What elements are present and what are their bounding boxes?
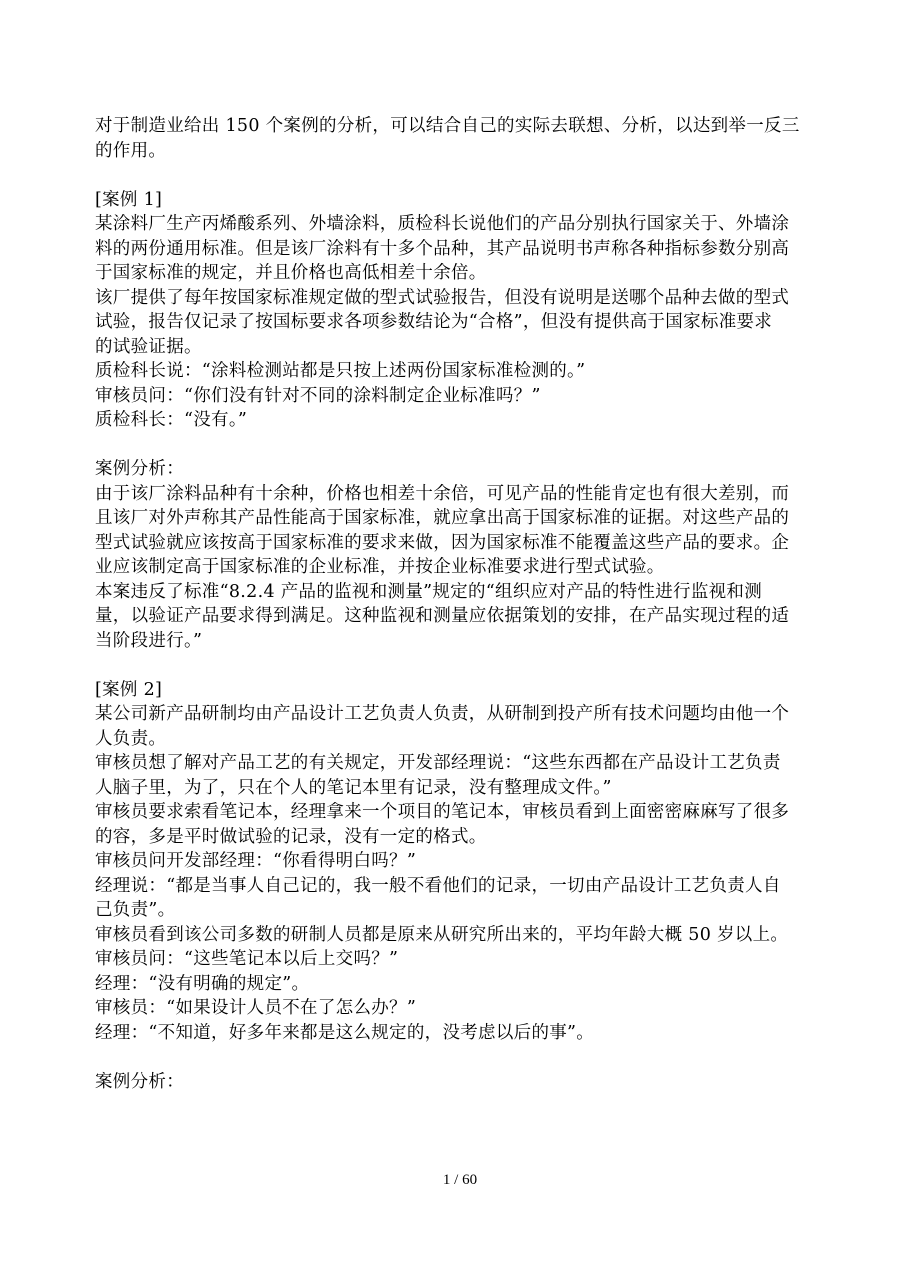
- case-2-heading: [案例 2]: [95, 679, 163, 700]
- document-body: [95, 114, 875, 1094]
- case-1-line: 料的两份通用标准。但是该厂涂料有十多个品种，其产品说明书声称各种指标参数分别高: [95, 238, 790, 259]
- paragraph-gap: [95, 1045, 875, 1070]
- case-2-line: 审核员问开发部经理：“你看得明白吗？”: [95, 851, 417, 871]
- case-2-line: 审核员：“如果设计人员不在了怎么办？”: [95, 998, 417, 1018]
- case-2-line: 某公司新产品研制均由产品设计工艺负责人负责，从研制到投产所有技术问题均由他一个: [95, 704, 790, 724]
- case-2-line: 人负责。: [95, 728, 167, 749]
- paragraph-gap: [95, 163, 875, 188]
- case-1-analysis-line: 型式试验就应该按高于国家标准的要求来做，因为国家标准不能覆盖这些产品的要求。企: [95, 532, 790, 553]
- case-2-line: 经理说：“都是当事人自己记的，我一般不看他们的记录，一切由产品设计工艺负责人自: [95, 875, 781, 896]
- case-1-line: 试验，报告仅记录了按国标要求各项参数结论为“合格”，但没有提供高于国家标准要求: [95, 312, 773, 332]
- paragraph-gap: [95, 653, 875, 678]
- case-1-analysis-line: 业应该制定高于国家标准的企业标准，并按企业标准要求进行型式试验。: [95, 557, 665, 577]
- case-2-line: 经理：“不知道，好多年来都是这么规定的，没考虑以后的事”。: [95, 1022, 595, 1043]
- case-2-line: 己负责”。: [95, 900, 176, 920]
- case-2-line: 人脑子里，为了，只在个人的笔记本里有记录，没有整理成文件。”: [95, 777, 612, 798]
- case-2-line: 审核员问：“这些笔记本以后上交吗？”: [95, 949, 399, 969]
- case-1-analysis-line: 由于该厂涂料品种有十余种，价格也相差十余倍，可见产品的性能肯定也有很大差别，而: [95, 483, 790, 504]
- case-1-line: 审核员问：“你们没有针对不同的涂料制定企业标准吗？”: [95, 385, 541, 406]
- case-1-line: 于国家标准的规定，并且价格也高低相差十余倍。: [95, 263, 487, 283]
- case-2-analysis-heading: 案例分析：: [95, 1071, 184, 1092]
- case-1-analysis-line: 量，以验证产品要求得到满足。这种监视和测量应依据策划的安排，在产品实现过程的适: [95, 606, 790, 626]
- case-1-analysis-line: 本案违反了标准“8.2.4 产品的监视和测量”规定的“组织应对产品的特性进行监视和测: [95, 581, 763, 602]
- case-1-analysis-heading: 案例分析：: [95, 459, 184, 479]
- paragraph-gap: [95, 433, 875, 458]
- case-1-line: 的试验证据。: [95, 336, 202, 357]
- case-1-analysis-line: 当阶段进行。”: [95, 630, 203, 651]
- case-2-line: 的容，多是平时做试验的记录，没有一定的格式。: [95, 826, 487, 847]
- case-1-line: 质检科长说：“涂料检测站都是只按上述两份国家标准检测的。”: [95, 361, 586, 381]
- intro-line: 对于制造业给出 150 个案例的分析，可以结合自己的实际去联想、分析，以达到举一反三: [95, 116, 800, 136]
- intro-line: 的作用。: [95, 140, 167, 161]
- case-1-line: 质检科长：“没有。”: [95, 410, 248, 430]
- case-2-line: 经理：“没有明确的规定”。: [95, 973, 310, 994]
- page-number: 1 / 60: [442, 1172, 478, 1188]
- case-2-line: 审核员看到该公司多数的研制人员都是原来从研究所出来的，平均年龄大概 50 岁以上。: [95, 924, 789, 945]
- case-1-analysis-line: 且该厂对外声称其产品性能高于国家标准，就应拿出高于国家标准的证据。对这些产品的: [95, 508, 790, 528]
- case-1-line: 某涂料厂生产丙烯酸系列、外墙涂料，质检科长说他们的产品分别执行国家关于、外墙涂: [95, 214, 790, 234]
- case-2-line: 审核员想了解对产品工艺的有关规定，开发部经理说：“这些东西都在产品设计工艺负责: [95, 753, 781, 773]
- case-2-line: 审核员要求索看笔记本，经理拿来一个项目的笔记本，审核员看到上面密密麻麻写了很多: [95, 802, 790, 822]
- case-1-line: 该厂提供了每年按国家标准规定做的型式试验报告，但没有说明是送哪个品种去做的型式: [95, 287, 790, 308]
- case-1-heading: [案例 1]: [95, 189, 163, 210]
